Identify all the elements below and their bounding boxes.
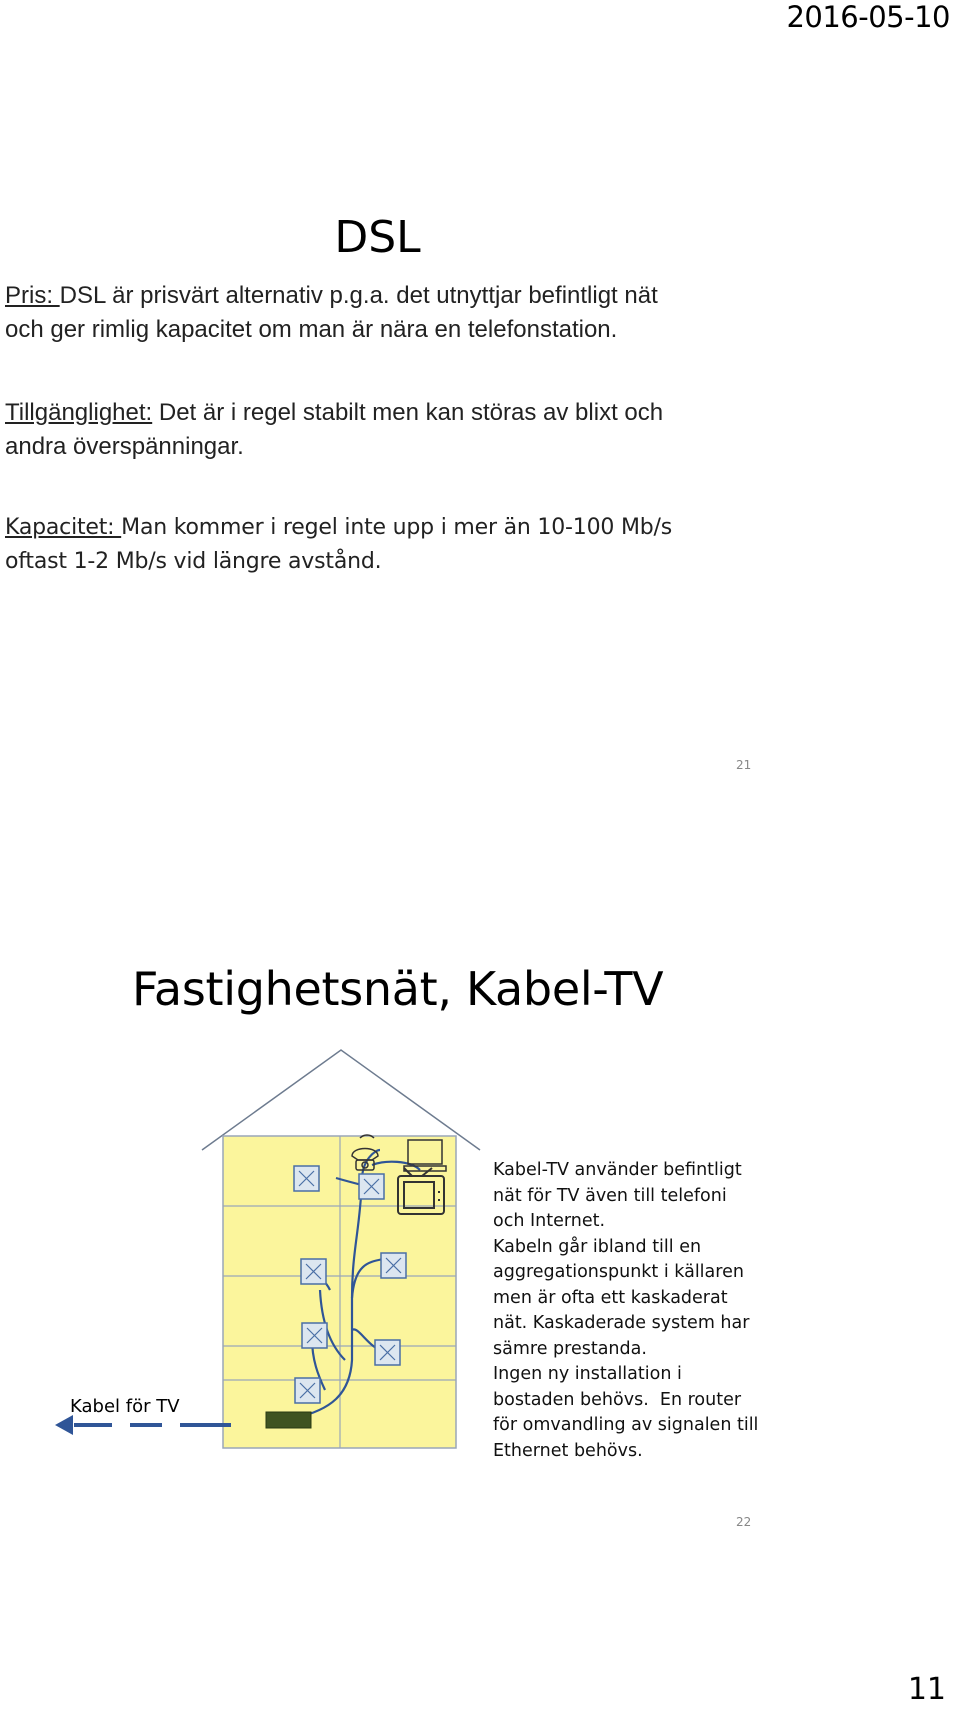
slide2-number: 22 [736, 1515, 752, 1529]
tillganglighet-paragraph [5, 396, 663, 464]
description-line: men är ofta ett kaskaderat [493, 1287, 728, 1308]
pris-label: Pris: [5, 282, 60, 309]
description-line: aggregationspunkt i källaren [493, 1262, 744, 1282]
slide1-title: DSL [334, 212, 421, 263]
slide2-title: Fastighetsnät, Kabel-TV [132, 962, 664, 1016]
description-line: Kabeln går ibland till en [493, 1236, 702, 1257]
description-line: och Internet. [493, 1211, 606, 1231]
description-line: nät för TV även till telefoni [493, 1185, 727, 1206]
aggregation-box [266, 1412, 311, 1428]
pris-paragraph [5, 279, 658, 347]
house-roof [202, 1050, 480, 1150]
description-line: för omvandling av signalen till [493, 1415, 759, 1435]
slide1-number: 21 [736, 758, 752, 772]
cable-label: Kabel för TV [70, 1396, 180, 1417]
header-date: 2016-05-10 [786, 0, 950, 34]
tillganglighet-text-line1: Det är i regel stabilt men kan störas av blixt och [152, 399, 664, 426]
description-line: nät. Kaskaderade system har [493, 1313, 750, 1333]
description-line: bostaden behövs. En router [493, 1389, 742, 1410]
kapacitet-label: Kapacitet: [5, 515, 122, 540]
kapacitet-text-line2: oftast 1-2 Mb/s vid längre avstånd. [5, 549, 382, 574]
description-line: Ingen ny installation i [493, 1364, 682, 1384]
cable-arrow-icon [55, 1415, 73, 1435]
description-line: Kabel-TV använder befintligt [493, 1160, 742, 1180]
tillganglighet-text-line2: andra överspänningar. [5, 433, 244, 460]
kapacitet-paragraph [5, 511, 672, 579]
tillganglighet-label: Tillgänglighet: [5, 399, 153, 426]
description-line: sämre prestanda. [493, 1338, 647, 1359]
page-number: 11 [907, 1672, 946, 1707]
pris-text-line1: DSL är prisvärt alternativ p.g.a. det utnyttjar befintligt nät [59, 282, 658, 309]
kapacitet-text-line1: Man kommer i regel inte upp i mer än 10-100 Mb/s [121, 515, 672, 540]
description-line: Ethernet behövs. [493, 1440, 643, 1461]
outgoing-cable [55, 1415, 231, 1435]
slide2-description [493, 1158, 763, 1464]
pris-text-line2: och ger rimlig kapacitet om man är nära en telefonstation. [5, 316, 618, 343]
